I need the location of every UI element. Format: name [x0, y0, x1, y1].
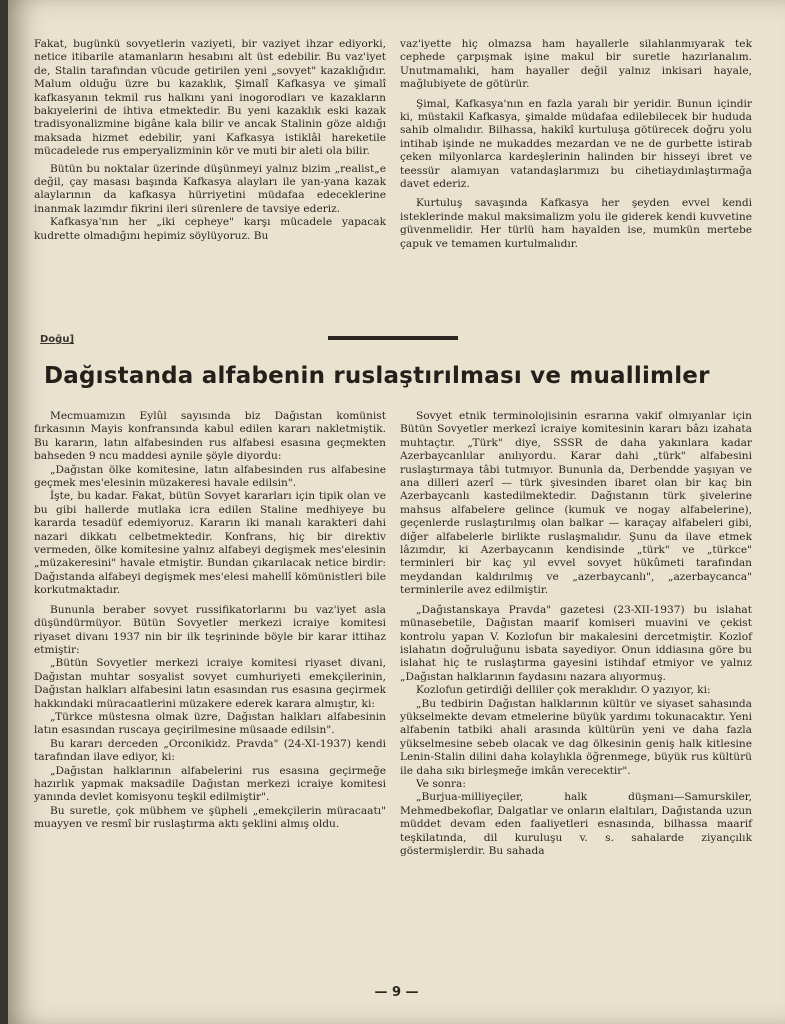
top-right-column — [400, 38, 752, 251]
paragraph: Mecmuamızın Eylûl sayısında biz Dağıstan komünist fırkasının Mayis konfransında kabul edilen kararı nakletmiştik. Bu kararın, latın alfabesinden rus alfabesi esasına geçmekten bahseden 9 ncu maddesi aynile şöyle diyordu: — [34, 410, 386, 463]
quote-paragraph: „Bu tedbirin Dağıstan halklarının kültür ve siyaset sahasında yükselmekte devam etmelerine büyük yardımı tokunacaktır. Yeni alfabenin tatbiki ahali arasında kültürün yeni ve daha fazla yükselmesine sebeb olacak ve dag ölkesinin geniş halk kitlesine Lenin-Stalin dilini daha kolaylıkla öğrenmege, büyük rus kültürü ile daha sıkı birleşmeğe imkân verecektir". — [400, 697, 752, 777]
section-divider — [328, 336, 458, 340]
quote-paragraph: „Dağıstan ölke komitesine, latın alfabesinden rus alfabesine geçmek mes'elesinin müzakeresi havale edilsin". — [34, 463, 386, 490]
paragraph: Kurtuluş savaşında Kafkasya her şeyden evvel kendi isteklerinde makul maksimalizm yolu ile giderek kendi kuvvetine güvenmelidir. Her türlü ham hayalden ise, mumkün mertebe çapuk ve temamen kurtulmalıdır. — [400, 197, 752, 250]
paragraph: Ve sonra: — [416, 777, 466, 790]
section-label: Doğu] — [40, 334, 75, 345]
magazine-page — [8, 0, 785, 1024]
paragraph: Bununla beraber sovyet russifikatorlarını bu vaz'iyet asla düşündürmüyor. Bütün Sovyetler merkezi icraiye komitesi riyaset divanı 1937 nin bir ilk teşrininde böyle bir karar ittihaz etmiştir: — [34, 603, 386, 656]
page-number: — 9 — — [374, 985, 419, 1000]
paragraph: Bu kararı derceden „Orconikidz. Pravda" (24-XI-1937) kendi tarafından ilave ediyor, ki: — [34, 737, 386, 764]
paragraph: Bütün bu noktalar üzerinde düşünmeyi yalnız bizim „realist„e değil, çay masası başında Kafkasya alayları ile yan-yana kazak alaylarının da kafkasya hürriyetini müdafaa edeceklerine inanmak lazımdır fikrini ileri sürenlere de tavsiye ederiz. — [34, 162, 386, 215]
paragraph: İşte, bu kadar. Fakat, bütün Sovyet kararları için tipik olan ve bu gibi hallerde mutlaka icra edilen Staline medhiyeye bu kararda tesadüf edemiyoruz. Kararın iki manalı karakteri dahi nazari dikkatı celbetmektedir. Konfrans, hiç bir direktiv vermeden, ölke komitesine yalnız alfabeyi degişmek mes'elesinin „müzakeresini" havale etmiştir. Bundan çıkarılacak netice birdir: Dağıstanda alfabeyi degişmek mes'elesi mahellî kömünistleri bile korkutmaktadır. — [34, 490, 386, 597]
paragraph: vaz'iyette hiç olmazsa ham hayallerle silahlanmıyarak tek cephede çarpışmak işine makul bir suretle hazırlanalım. Unutmamalıki, ham hayaller değil yalnız inkisari hayale, mağlubiyete de götürür. — [400, 38, 752, 91]
paragraph: Kozlofun getirdiği delliler çok meraklıdır. O yazıyor, ki: — [416, 684, 711, 697]
bottom-left-column — [34, 410, 386, 832]
paragraph: Kafkasya'nın her „iki cepheye" karşı mücadele yapacak kudrette olmadığını hepimiz söylüyoruz. Bu — [34, 216, 386, 242]
paragraph: Fakat, bugünkü sovyetlerin vaziyeti, bir vaziyet ihzar ediyorki, netice itibarile atamanların hesabını alt üst edebilir. Bu vaz'iyet de, Stalin tarafından vücude getirilen yeni „sovyet" kazaklığıdır. Malum olduğu üzre bu kazaklık, Şimalî Kafkasya ve şimalî kafkasyanın tekmil rus halkını yani inogorodları ve kazakların bakıyelerini de ihtiva etmektedir. Bu yeni kazaklık eski kazak tradisyonalizmine bigâne kala bilir ve ancak Stalinin göze aldığı maksada hizmet edebilir, yani Kafkasya istiklâl hareketile mücadelede rus emperyalizminin kör ve muti bir aleti ola bilir. — [34, 38, 386, 158]
paragraph: Şimal, Kafkasya'nın en fazla yaralı bir yeridir. Bunun içindir ki, müstakil Kafkasya, şimalde müdafaa edilebilecek bir hududa sahib olmalıdır. Bilhassa, hakikî kurtuluşa götürecek doğru yolu intihab işinde ne mukaddes mezardan ve ne de gurbette istirab çeken milyonlarca kardeşlerinin halinden bir hisseyi ibret ve teessür alamıyan vatandaşlarımızı bu cihetiaydınlaştırmağa davet ederiz. — [400, 97, 752, 191]
top-left-column — [34, 38, 386, 243]
paragraph: „Dağıstanskaya Pravda" gazetesi (23-XII-1937) bu islahat münasebetile, Dağıstan maarif komiseri muavini ve çekist kontrolu yapan V. Kozlofun bir makalesini dercetmiştir. Kozlof islahatın doğruluğunu isbata sayediyor. Onun iddiasına göre bu islahat hiç te ruslaştırma gayesini istihdaf etmiyor ve yalnız „Dağıstan halklarının faydasını nazara alıyormuş. — [400, 603, 752, 683]
bottom-right-column — [400, 410, 752, 858]
quote-paragraph: „Bütün Sovyetler merkezi icraiye komitesi riyaset divani, Dağıstan muhtar sosyalist sovyet cumhuriyeti emekçilerinin, Dağıstan halkları alfabesini latın esasından rus esasına geçirmek hakkındaki müracaatlerini müzakere ederek karara almıştır, ki: — [34, 657, 386, 710]
quote-paragraph: „Dağıstan halklarının alfabelerini rus esasına geçirmeğe hazırlık yapmak maksadile Dağıstan merkezi icraiye komitesi yanında devlet komisyonu teşkil edilmiştir". — [34, 764, 386, 804]
quote-paragraph: „Burjua-milliyeçiler, halk düşmanı—Samurskiler, Mehmedbekoflar, Dalgatlar ve onların elaltıları, Dağıstanda uzun müddet devam eden faaliyetleri esnasında, bilhassa maarif teşkilatında, dil kuruluşu v. s. sahalarde ziyançılık göstermişlerdir. Bu sahada — [400, 791, 752, 857]
quote-paragraph: „Türkce müstesna olmak üzre, Dağıstan halkları alfabesinin latın esasından ruscaya geçirilmesine müsaade edilsin". — [34, 710, 386, 737]
paragraph: Sovyet etnik terminolojisinin esrarına vakif olmıyanlar için Bütün Sovyetler merkezî icraiye komitesinin kararı bâzı izahata muhtaçtır. „Türk" diye, SSSR de daha yakınlara kadar Azerbaycanlılar anılıyordu. Karar dahi „türk" alfabesini ruslaştırmaya tâbi tutmıyor. Bununla da, Derbendde yaşıyan ve ana dilleri azerî — türk şivesinden ibaret olan bir kaç bin Azerbaycanlı kastedilmektedir. Dağıstanın türk şivelerine mahsus alfabelere gelince (kumuk ve nogay alfabelerine), geçenlerde ruslaştırılmış olan balkar — karaçay alfabeleri gibi, diğer alfabelerle birlikte ruslaşmalıdır. Şunu da ilave etmek lâzımdır, ki Azerbaycanın kendisinde „türk" ve „türkce" terminleri bir kaç yıl evvel sovyet hükûmeti tarafından meydandan kaldırılmış ve „azerbaycanlı", „azerbaycanca" terminlerile avez edilmiştir. — [400, 410, 752, 597]
article-headline: Dağıstanda alfabenin ruslaştırılması ve muallimler — [44, 363, 710, 389]
paragraph: Bu suretle, çok mübhem ve şüpheli „emekçilerin müracaatı" muayyen ve resmî bir ruslaştırma aktı şeklini almış oldu. — [34, 804, 386, 831]
